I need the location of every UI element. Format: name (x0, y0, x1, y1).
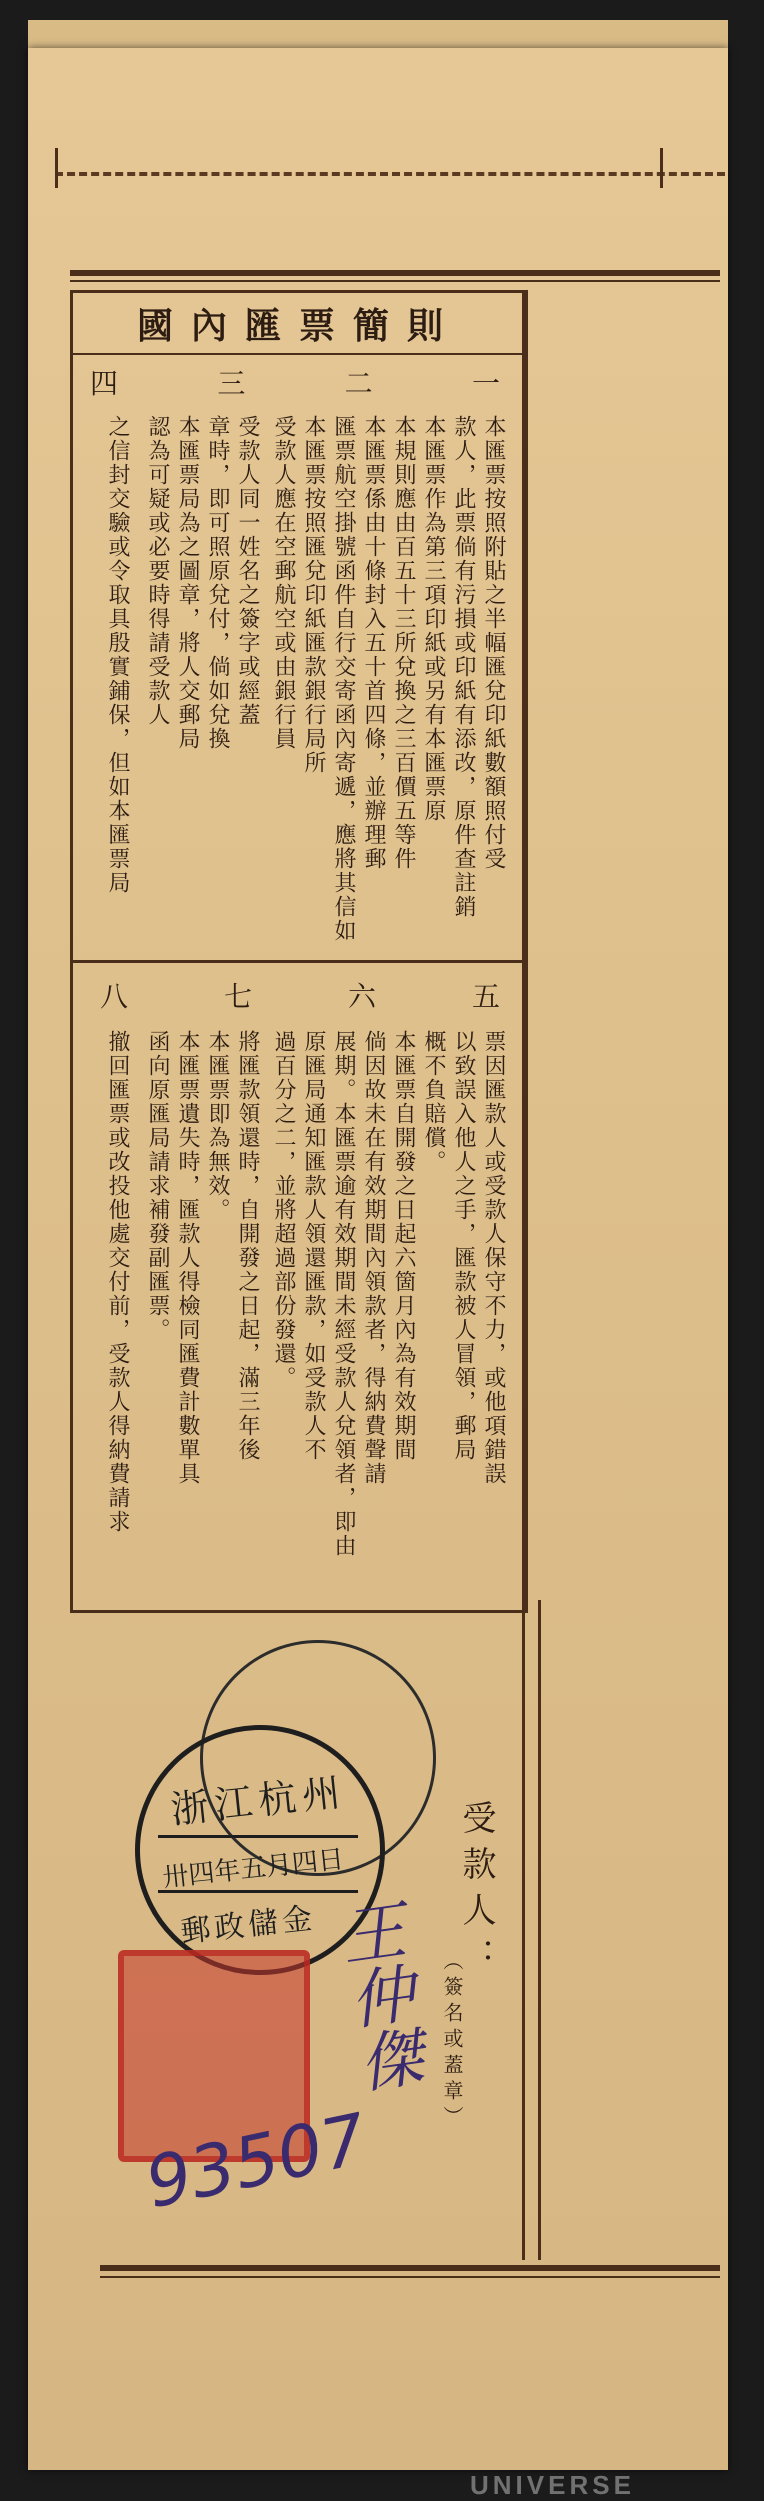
postmark-office: 郵政儲金 (178, 1900, 318, 1950)
document-title: 國內匯票簡則 (136, 304, 461, 347)
postmark-divider (158, 1835, 358, 1838)
rule-numbers-bottom (100, 975, 500, 1015)
rule-number: 七 (223, 980, 252, 1013)
rule-number: 五 (471, 980, 500, 1013)
rule-text: 本匯票按照匯兌印紙匯款銀行局所 (301, 415, 326, 775)
rule-text: 原匯局通知匯款人領還匯款，如受款人不 (301, 1030, 326, 1462)
rule-text: 本匯票係由十條封入五十首四條，並辦理郵 (361, 415, 386, 871)
rule-text: 票因匯款人或受款人保守不力，或他項錯誤 (481, 1030, 506, 1486)
rule-text: 以致誤入他人之手，匯款被人冒領，郵局 (451, 1030, 476, 1462)
rule-text: 本匯票遺失時，匯款人得檢同匯費計數單具 (175, 1030, 200, 1486)
rule-text: 本匯票自開發之日起六箇月內為有效期間 (391, 1030, 416, 1462)
postmark-city: 浙江杭州 (168, 1769, 349, 1833)
rule-text: 受款人應在空郵航空或由銀行員 (271, 415, 296, 751)
rule-text: 概不負賠償。 (421, 1030, 446, 1174)
blank-right-panel (522, 290, 725, 2260)
rule-text: 認為可疑或必要時得請受款人 (145, 415, 170, 727)
watermark: UNIVERSE (470, 2470, 635, 2500)
handwritten-number: 93507 (138, 2097, 374, 2225)
stub-border (660, 148, 663, 188)
rule-text: 受款人同一姓名之簽字或經蓋 (235, 415, 260, 727)
rule-text: 撤回匯票或改投他處交付前，受款人得納費請求 (105, 1030, 130, 1534)
rule-number: 八 (100, 980, 129, 1013)
rule-number: 一 (471, 367, 500, 400)
stub-border (55, 148, 58, 188)
frame-top-rule-thin (70, 280, 720, 282)
postmark-date: 卅四年五月四日 (161, 1844, 346, 1894)
rule-text: 本匯票局為之圖章，將人交郵局 (175, 415, 200, 751)
rule-text: 倘因故未在有效期間內領款者，得納費聲請 (361, 1030, 386, 1486)
rule-text: 本規則應由百五十三所兌換之三百價五等件 (391, 415, 416, 871)
rule-number: 三 (217, 367, 246, 400)
rule-text: 本匯票即為無效。 (205, 1030, 230, 1222)
rule-text: 展期。本匯票逾有效期間未經受款人兌領者，即由 (331, 1030, 356, 1558)
perforation-line (55, 172, 725, 176)
rule-numbers-top (90, 362, 500, 402)
rule-text: 款人，此票倘有污損或印紙有添改，原件查註銷 (451, 415, 476, 919)
title-box (70, 290, 528, 355)
payee-signature: 王仲傑 (325, 1895, 427, 2097)
inner-vertical-rule (538, 1600, 541, 2260)
frame-top-rule (70, 270, 720, 276)
rule-text: 將匯款領還時，自開發之日起，滿三年後 (235, 1030, 260, 1462)
frame-bottom-rule (100, 2265, 720, 2271)
payee-label: 受款人： (456, 1800, 496, 1984)
rule-number: 四 (90, 367, 119, 400)
rule-text: 章時，即可照原兌付，倘如兌換 (205, 415, 230, 751)
frame-bottom-rule-thin (100, 2276, 720, 2278)
payee-note: （簽名或蓋章） (440, 1950, 464, 2132)
rule-text: 本匯票作為第三項印紙或另有本匯票原 (421, 415, 446, 823)
rule-number: 二 (344, 367, 373, 400)
rule-text: 函向原匯局請求補發副匯票。 (145, 1030, 170, 1342)
rule-text: 過百分之二，並將超過部份發還。 (271, 1030, 296, 1390)
rule-text: 之信封交驗或令取具殷實鋪保，但如本匯票局 (105, 415, 130, 895)
rule-number: 六 (347, 980, 376, 1013)
postmark-divider (158, 1890, 358, 1893)
rule-text: 本匯票按照附貼之半幅匯兌印紙數額照付受 (481, 415, 506, 871)
rule-text: 匯票航空掛號函件自行交寄函內寄遞，應將其信如 (331, 415, 356, 943)
